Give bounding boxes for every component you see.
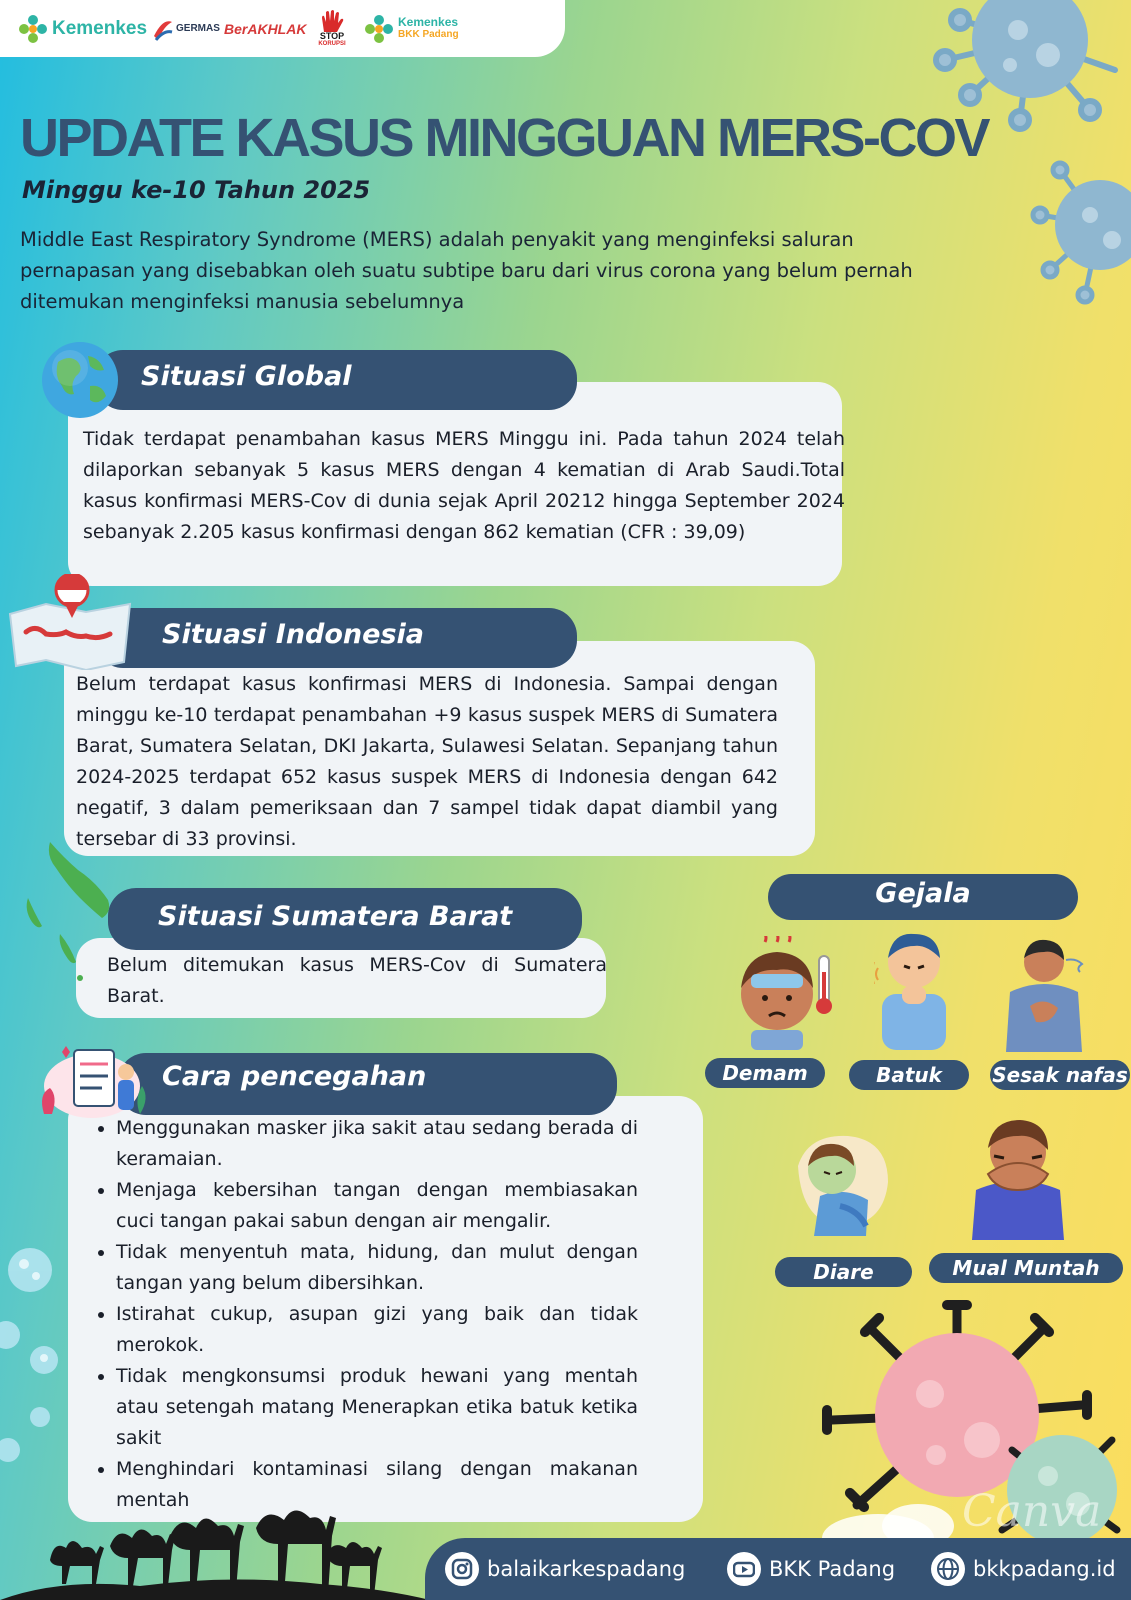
stop-korupsi-logo: [316, 0, 348, 57]
sumbar-body: Belum ditemukan kasus MERS-Cov di Sumatera Barat.: [107, 954, 607, 1007]
camel-silhouettes: [0, 1500, 430, 1600]
website-link[interactable]: [931, 1548, 1116, 1590]
pencegahan-list: [92, 1113, 638, 1516]
prevention-item: • Tidak mengkonsumsi produk hewani yang mentah atau setengah matang Menerapkan etika batuk ketika sakit: [116, 1361, 638, 1454]
kemenkes-logo-text: Kemenkes: [52, 17, 148, 39]
kemenkes-mark-icon: [18, 14, 48, 44]
indonesia-map-icon: [6, 574, 134, 670]
intro-paragraph: Middle East Respiratory Syndrome (MERS) adalah penyakit yang menginfeksi saluran pernapasan yang disebabkan oleh suatu subtipe baru dari virus corona yang belum pernah ditemukan menginfeksi manusia sebelumnya: [20, 228, 913, 313]
symptom-diare: Diare: [775, 1257, 912, 1287]
bkk-logo-bottom-text: BKK Padang: [398, 29, 459, 40]
bkk-logo-top-text: Kemenkes: [398, 15, 459, 29]
prevention-illustration-icon: [22, 1036, 152, 1118]
week-label: Minggu ke-10 Tahun 2025: [22, 176, 371, 204]
logo-bar: [0, 0, 565, 57]
globe-web-icon: [931, 1552, 965, 1586]
canva-watermark: Canva: [962, 1486, 1102, 1537]
pencegahan-title: Cara pencegahan: [162, 1061, 427, 1092]
prevention-item: • Menghindari kontaminasi silang dengan makanan mentah: [116, 1454, 638, 1516]
symptom-mual-muntah: Mual Muntah: [929, 1253, 1123, 1283]
sesak-nafas-illustration-icon: [996, 936, 1092, 1052]
global-body: Tidak terdapat penambahan kasus MERS Minggu ini. Pada tahun 2024 telah dilaporkan sebanyak 5 kasus MERS dengan 4 kematian di Arab Saudi.Total kasus konfirmasi MERS-Cov di dunia sejak April 20212 hingga September 2024 sebanyak 2.205 kasus konfirmasi dengan 862 kematian (CFR : 39,09): [83, 428, 845, 543]
youtube-handle: BKK Padang: [769, 1557, 896, 1581]
prevention-item: • Istirahat cukup, asupan gizi yang baik dan tidak merokok.: [116, 1299, 638, 1361]
indonesia-title: Situasi Indonesia: [162, 619, 424, 650]
youtube-icon: [727, 1552, 761, 1586]
symptom-demam: Demam: [705, 1058, 825, 1088]
gejala-title: Gejala: [875, 878, 971, 909]
pencegahan-list-wrap: [92, 1113, 638, 1516]
symptom-sesak-nafas: Sesak nafas: [990, 1060, 1130, 1090]
instagram-icon: [445, 1552, 479, 1586]
batuk-illustration-icon: [874, 928, 954, 1050]
stop-text: STOP: [319, 30, 345, 41]
prevention-item: • Menjaga kebersihan tangan dengan membiasakan cuci tangan pakai sabun dengan air mengalir.: [116, 1175, 638, 1237]
page-title: UPDATE KASUS MINGGUAN MERS-COV: [20, 108, 989, 168]
youtube-link[interactable]: [727, 1548, 895, 1590]
global-title: Situasi Global: [141, 361, 352, 392]
germas-logo: [152, 0, 220, 57]
germas-logo-text: GERMAS: [176, 23, 220, 34]
hand-icon: [316, 10, 348, 32]
bkk-padang-logo: [364, 0, 459, 57]
virus-decoration-left: [0, 1240, 70, 1480]
instagram-handle: balaikarkespadang: [487, 1557, 686, 1581]
sumbar-title: Situasi Sumatera Barat: [158, 901, 513, 932]
indonesia-body: Belum terdapat kasus konfirmasi MERS di Indonesia. Sampai dengan minggu ke-10 terdapat penambahan +9 kasus suspek MERS di Sumatera Barat, Sumatera Selatan, DKI Jakarta, Sulawesi Selatan. Sepanjang tahun 2024-2025 terdapat 652 kasus suspek MERS di Indonesia dengan 642 negatif, 3 dalam pemeriksaan dan 7 sampel tidak dapat diambil yang tersebar di 33 provinsi.: [76, 673, 778, 850]
korupsi-text: KORUPSI: [318, 40, 346, 47]
website-url: bkkpadang.id: [973, 1557, 1116, 1581]
globe-icon: [40, 340, 120, 420]
symptom-batuk: Batuk: [849, 1060, 969, 1090]
instagram-link[interactable]: [445, 1548, 685, 1590]
kemenkes-logo: [18, 0, 147, 57]
kemenkes-mark-icon-2: [364, 14, 394, 44]
germas-mark-icon: [152, 16, 174, 42]
prevention-item: • Menggunakan masker jika sakit atau sedang berada di keramaian.: [116, 1113, 638, 1175]
sumatera-map-icon: [20, 838, 120, 988]
demam-illustration-icon: [725, 936, 841, 1050]
berakhlak-logo: [224, 0, 306, 57]
mual-muntah-illustration-icon: [958, 1112, 1078, 1240]
prevention-item: • Tidak menyentuh mata, hidung, dan mulut dengan tangan yang belum dibersihkan.: [116, 1237, 638, 1299]
berakhlak-logo-text: BerAKHLAK: [224, 20, 307, 37]
diare-illustration-icon: [788, 1126, 894, 1236]
